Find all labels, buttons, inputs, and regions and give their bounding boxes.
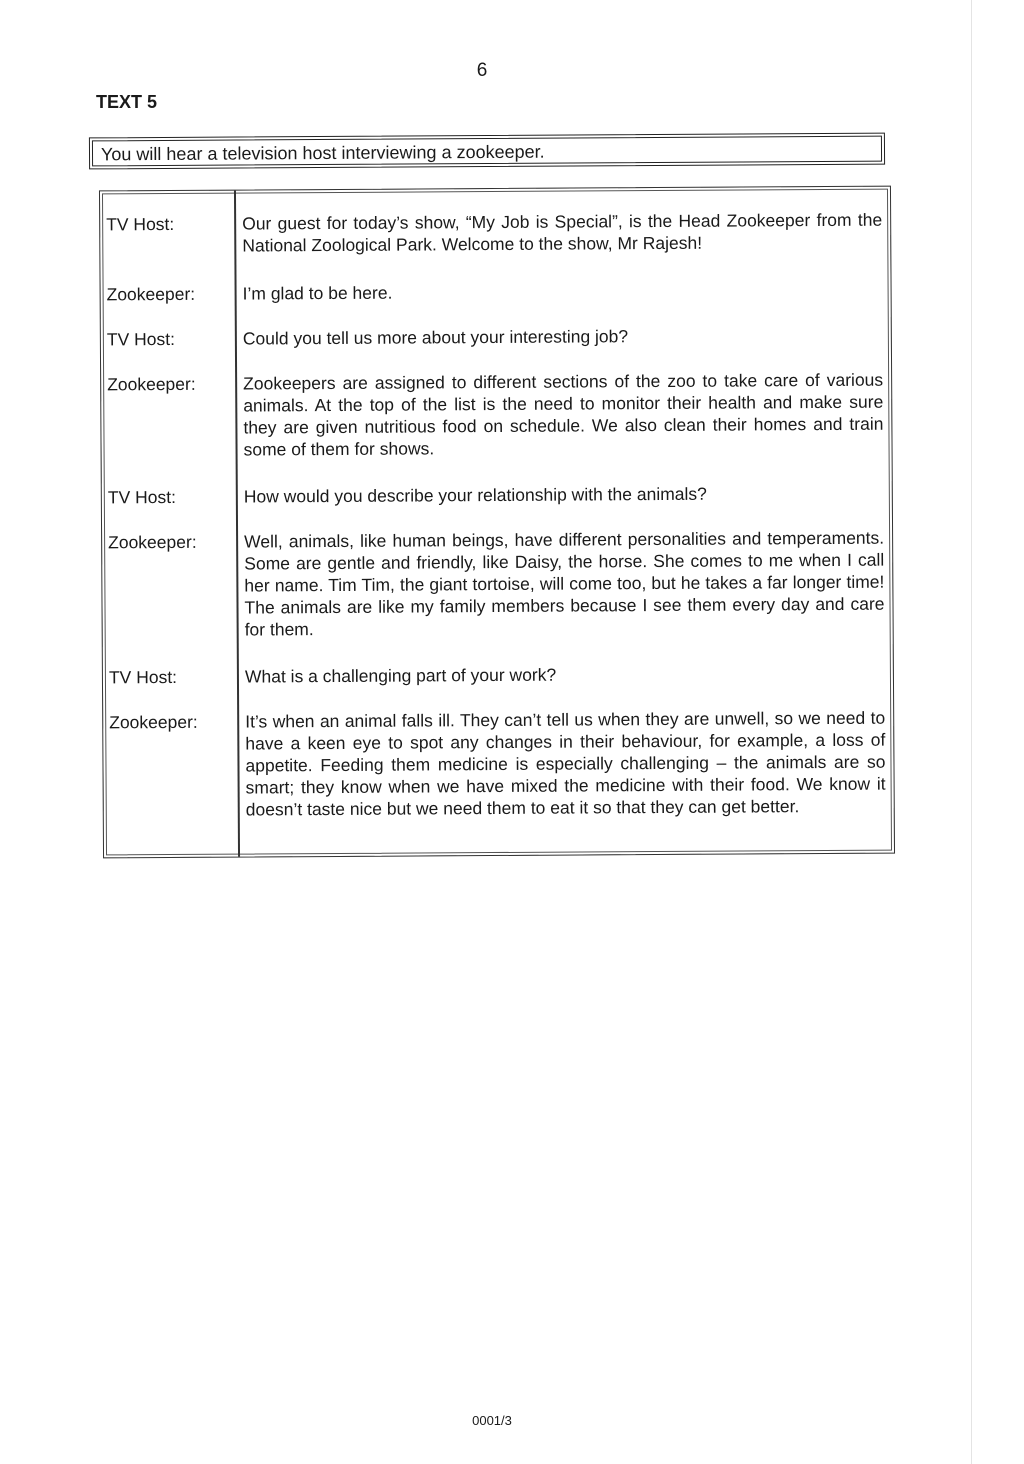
dialogue-text: How would you describe your relationship with the animals? <box>243 483 707 507</box>
dialogue-row <box>103 707 893 820</box>
speaker-label: Zookeeper: <box>108 531 197 553</box>
dialogue-text: Zookeepers are assigned to different sections of the zoo to take care of various animals. At the top of the list is the need to monitor their health and make sure they are given nutritious food on schedule. We also clean their homes and train some of them for shows. <box>243 369 884 460</box>
dialogue-row <box>103 662 893 688</box>
dialogue-row <box>101 324 891 350</box>
dialogue-text: I’m glad to be here. <box>242 282 393 304</box>
dialogue-row <box>100 209 890 256</box>
speaker-label: TV Host: <box>106 328 176 350</box>
speaker-label: TV Host: <box>107 486 176 508</box>
dialogue-text: Well, animals, like human beings, have different personalities and temperaments. Some are gentle and friendly, like Daisy, the horse. She comes to me when I call her name. Tim Tim, the giant tortoise, will come too, but he takes a far longer time! The animals are like my family members because I see them every day and care for them. <box>244 527 885 640</box>
speaker-label: TV Host: <box>106 213 175 235</box>
speaker-label: Zookeeper: <box>109 711 198 733</box>
dialogue-text: Our guest for today’s show, “My Job is Special”, is the Head Zookeeper from the National Zoological Park. Welcome to the show, Mr Rajesh! <box>242 209 883 256</box>
dialogue-text: Could you tell us more about your interesting job? <box>242 326 629 349</box>
dialogue-text: It’s when an animal falls ill. They can’t tell us when they are unwell, so we need to have a keen eye to spot any changes in their behaviour, for example, a loss of appetite. Feeding them medicine is especially challenging – the animals are so smart; they know when we have mixed the medicine with their food. We know it doesn’t taste nice but we need them to eat it so that they can get better. <box>245 707 886 820</box>
scan-edge-line <box>971 0 972 1464</box>
page-number: 6 <box>476 60 488 81</box>
section-title: TEXT 5 <box>96 92 158 112</box>
speaker-label: Zookeeper: <box>107 373 196 395</box>
dialogue-row <box>102 482 892 508</box>
dialogue-text: What is a challenging part of your work? <box>244 664 557 687</box>
dialogue-row <box>102 527 892 640</box>
speaker-label: TV Host: <box>108 666 178 688</box>
footer-code: 0001/3 <box>472 1413 512 1428</box>
dialogue-row <box>101 279 891 305</box>
column-divider <box>234 191 240 857</box>
dialogue-row <box>101 369 891 460</box>
speaker-label: Zookeeper: <box>106 283 196 305</box>
dialogue-table <box>99 186 895 859</box>
instruction-box: You will hear a television host interviewing a zookeeper. <box>92 136 882 167</box>
